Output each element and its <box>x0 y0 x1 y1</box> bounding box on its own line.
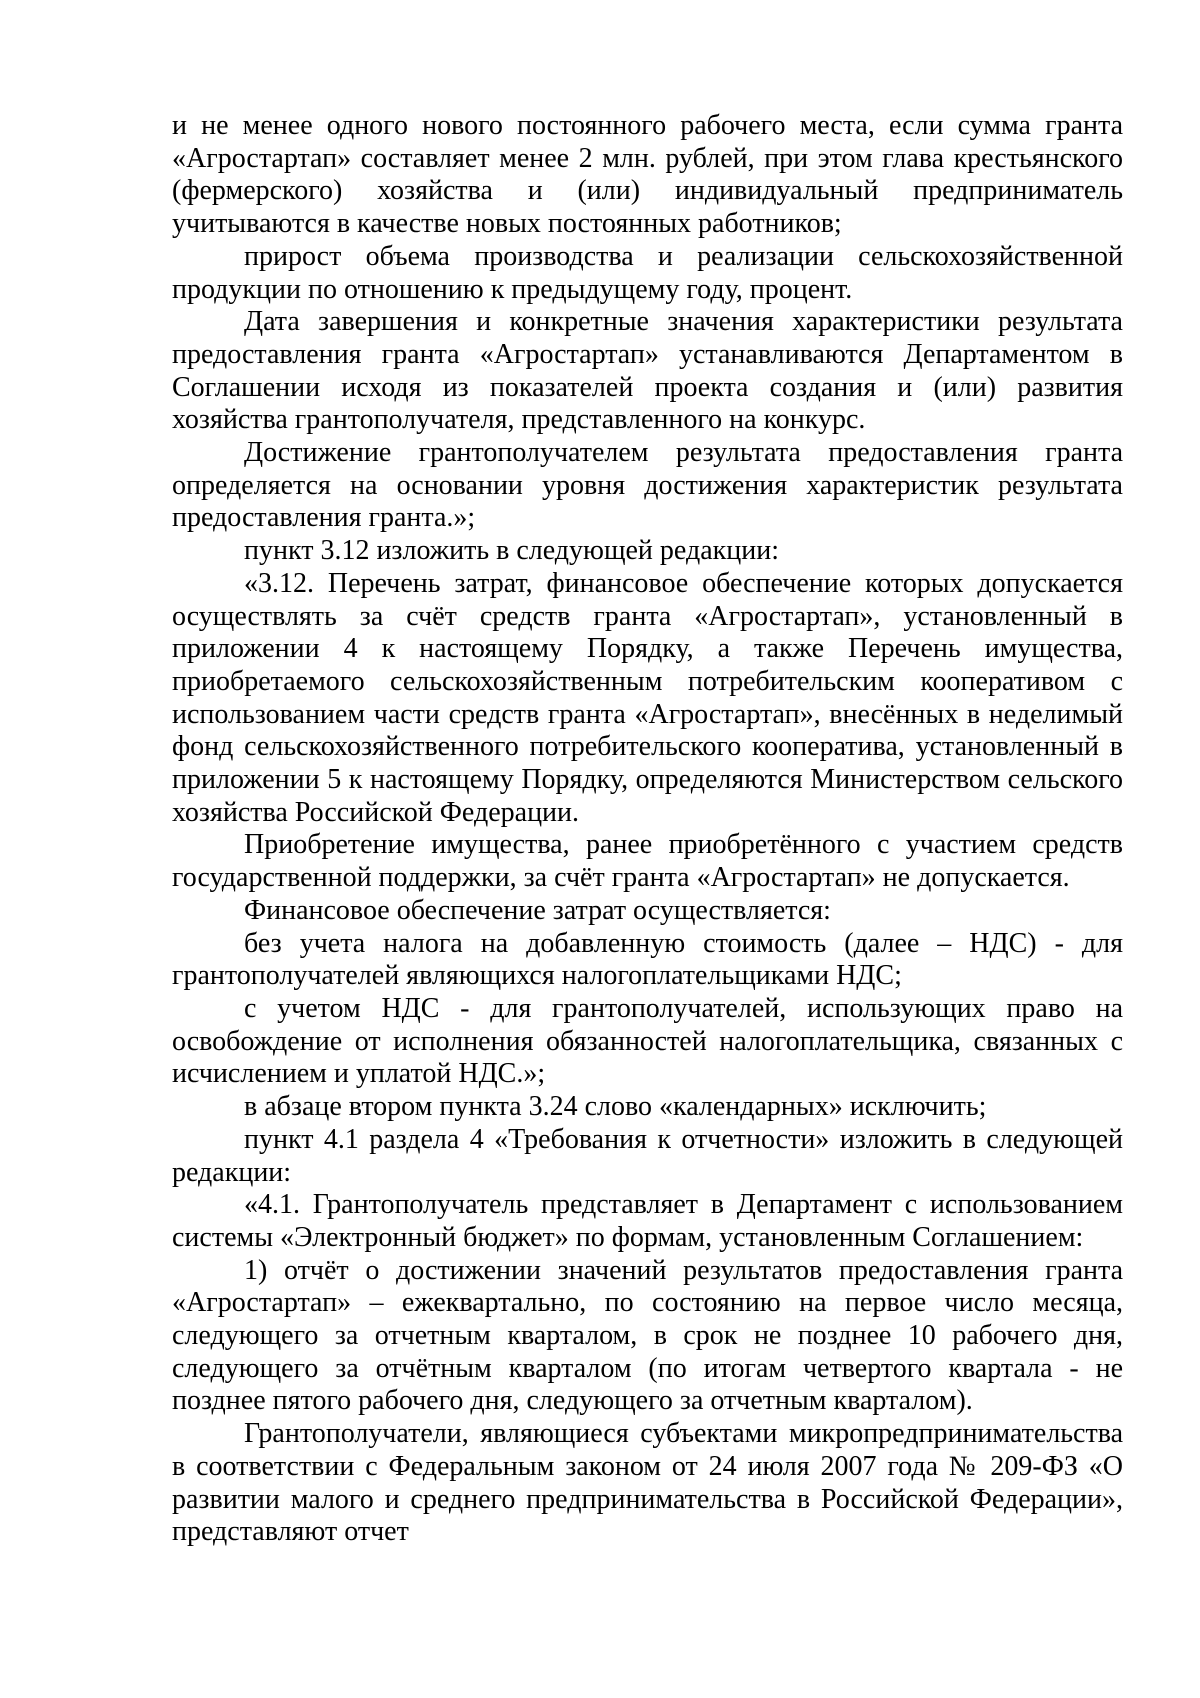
paragraph-2: прирост объема производства и реализации сельскохозяйственной продукции по отношению к предыдущему году, процент. <box>172 240 1123 305</box>
paragraph-7: Приобретение имущества, ранее приобретённого с участием средств государственной поддержки, за счёт гранта «Агростартап» не допускается. <box>172 829 1123 894</box>
paragraph-9: без учета налога на добавленную стоимость (далее – НДС) - для грантополучателей являющихся налогоплательщиками НДС; <box>172 927 1123 992</box>
paragraph-3: Дата завершения и конкретные значения характеристики результата предоставления гранта «Агростартап» устанавливаются Департаментом в Соглашении исходя из показателей проекта создания и (или) развития хозяйства грантополучателя, представленного на конкурс. <box>172 306 1123 436</box>
paragraph-10: с учетом НДС - для грантополучателей, использующих право на освобождение от исполнения обязанностей налогоплательщика, связанных с исчислением и уплатой НДС.»; <box>172 992 1123 1090</box>
paragraph-8: Финансовое обеспечение затрат осуществляется: <box>244 894 831 926</box>
paragraph-14: 1) отчёт о достижении значений результатов предоставления гранта «Агростартап» – ежеквартально, по состоянию на первое число месяца, следующего за отчетным кварталом, в срок не позднее 10 рабочего дня, следующего за отчётным кварталом (по итогам четвертого квартала - не позднее пятого рабочего дня, следующего за отчетным кварталом). <box>172 1254 1123 1417</box>
paragraph-13: «4.1. Грантополучатель представляет в Департамент с использованием системы «Электронный бюджет» по формам, установленным Соглашением: <box>172 1189 1123 1253</box>
paragraph-11: в абзаце втором пункта 3.24 слово «календарных» исключить; <box>244 1091 987 1123</box>
paragraph-1: и не менее одного нового постоянного рабочего места, если сумма гранта «Агростартап» составляет менее 2 млн. рублей, при этом глава крестьянского (фермерского) хозяйства и (или) индивидуальный предприниматель учитываются в качестве новых постоянных работников; <box>172 110 1123 240</box>
paragraph-15: Грантополучатели, являющиеся субъектами микропредпринимательства в соответствии с Федеральным законом от 24 июля 2007 года № 209-ФЗ «О развитии малого и среднего предпринимательства в Российской Федерации», представляют отчет <box>172 1418 1123 1548</box>
document-page <box>172 110 1123 1549</box>
paragraph-5: пункт 3.12 изложить в следующей редакции: <box>244 535 779 567</box>
paragraph-6: «3.12. Перечень затрат, финансовое обеспечение которых допускается осуществлять за счёт средств гранта «Агростартап», установленный в приложении 4 к настоящему Порядку, а также Перечень имущества, приобретаемого сельскохозяйственным потребительским кооперативом с использованием части средств гранта «Агростартап», внесённых в неделимый фонд сельскохозяйственного потребительского кооператива, установленный в приложении 5 к настоящему Порядку, определяются Министерством сельского хозяйства Российской Федерации. <box>172 567 1123 828</box>
paragraph-4: Достижение грантополучателем результата предоставления гранта определяется на основании уровня достижения характеристик результата предоставления гранта.»; <box>172 437 1123 534</box>
paragraph-12: пункт 4.1 раздела 4 «Требования к отчетности» изложить в следующей редакции: <box>172 1123 1123 1188</box>
